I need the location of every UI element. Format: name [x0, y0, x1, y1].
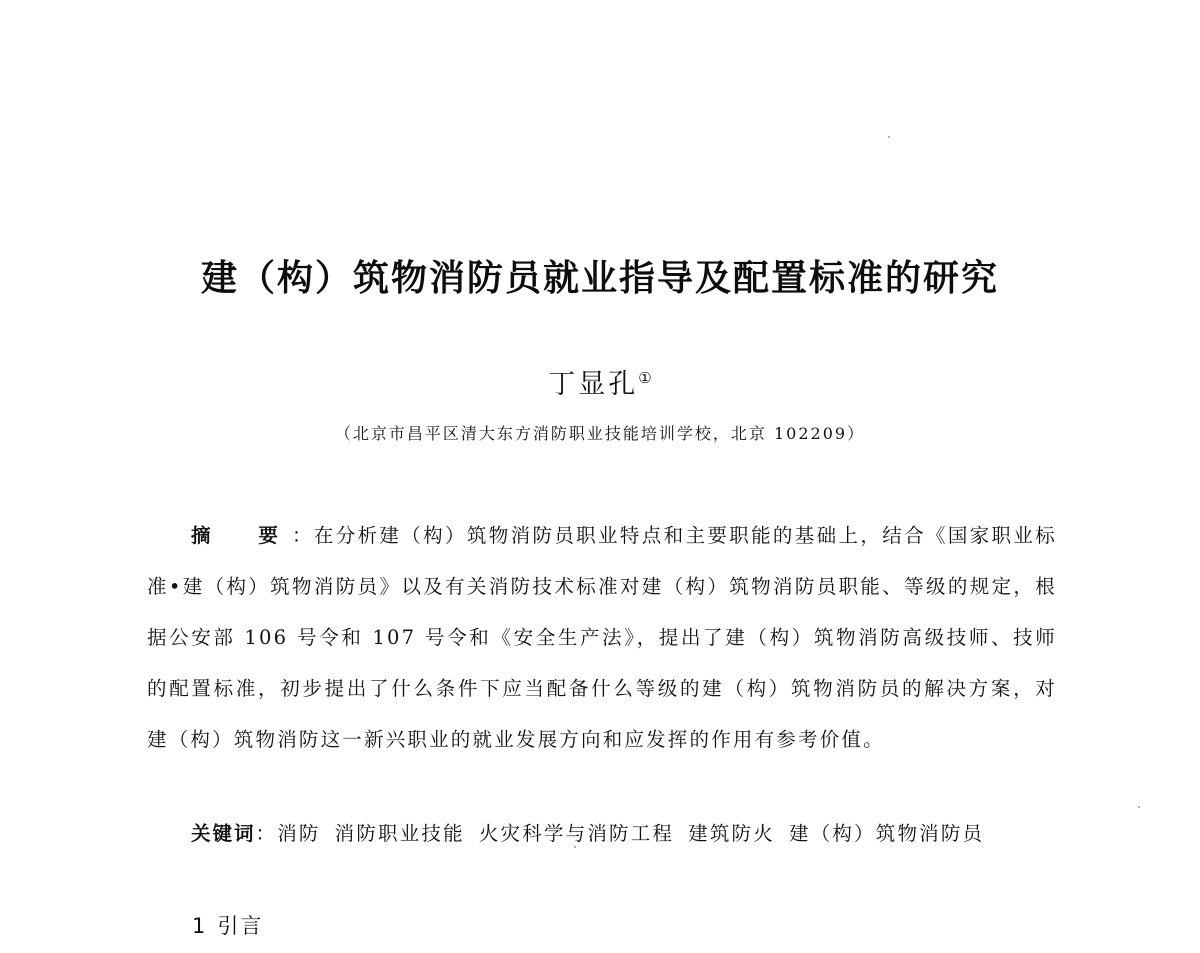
section-number: 1: [192, 914, 208, 938]
keyword-item: 消防职业技能: [334, 822, 465, 845]
paper-title: 建（构）筑物消防员就业指导及配置标准的研究: [200, 258, 999, 299]
keywords-paragraph: [147, 808, 1057, 859]
keyword-item: 火灾科学与消防工程: [478, 822, 675, 845]
scan-speck: [888, 136, 890, 138]
keywords-separator: ：: [255, 822, 278, 845]
keyword-item: 建筑防火: [688, 822, 775, 845]
author-name: 丁显孔: [548, 369, 639, 400]
keyword-item: 消防: [277, 822, 321, 845]
scan-speck: [574, 846, 576, 848]
scan-speck: [1138, 806, 1140, 808]
abstract-label: 摘 要: [191, 524, 292, 547]
abstract-paragraph: [147, 510, 1057, 765]
keyword-item: 建（构）筑物消防员: [788, 822, 985, 845]
author-affiliation: （北京市昌平区清大东方消防职业技能培训学校，北京 102209）: [334, 424, 866, 443]
keywords-label: 关键词: [191, 822, 256, 845]
abstract-text: ：在分析建（构）筑物消防员职业特点和主要职能的基础上，结合《国家职业标准•建（构）筑物消防员》以及有关消防技术标准对建（构）筑物消防员职能、等级的规定，根据公安部 106 号令和 107 号令和《安全生产法》，提出了建（构）筑物消防高级技师、技师的配置标准，初步提出了什么条件下应当配备什么等级的建（构）筑物消防员的解决方案，对建（构）筑物消防这一新兴职业的就业发展方向和应发挥的作用有参考价值。: [147, 524, 1057, 751]
section-heading: [192, 910, 263, 940]
author-line: [0, 362, 1200, 401]
author-footnote-marker: ①: [638, 369, 652, 387]
section-title: 引言: [217, 914, 264, 938]
